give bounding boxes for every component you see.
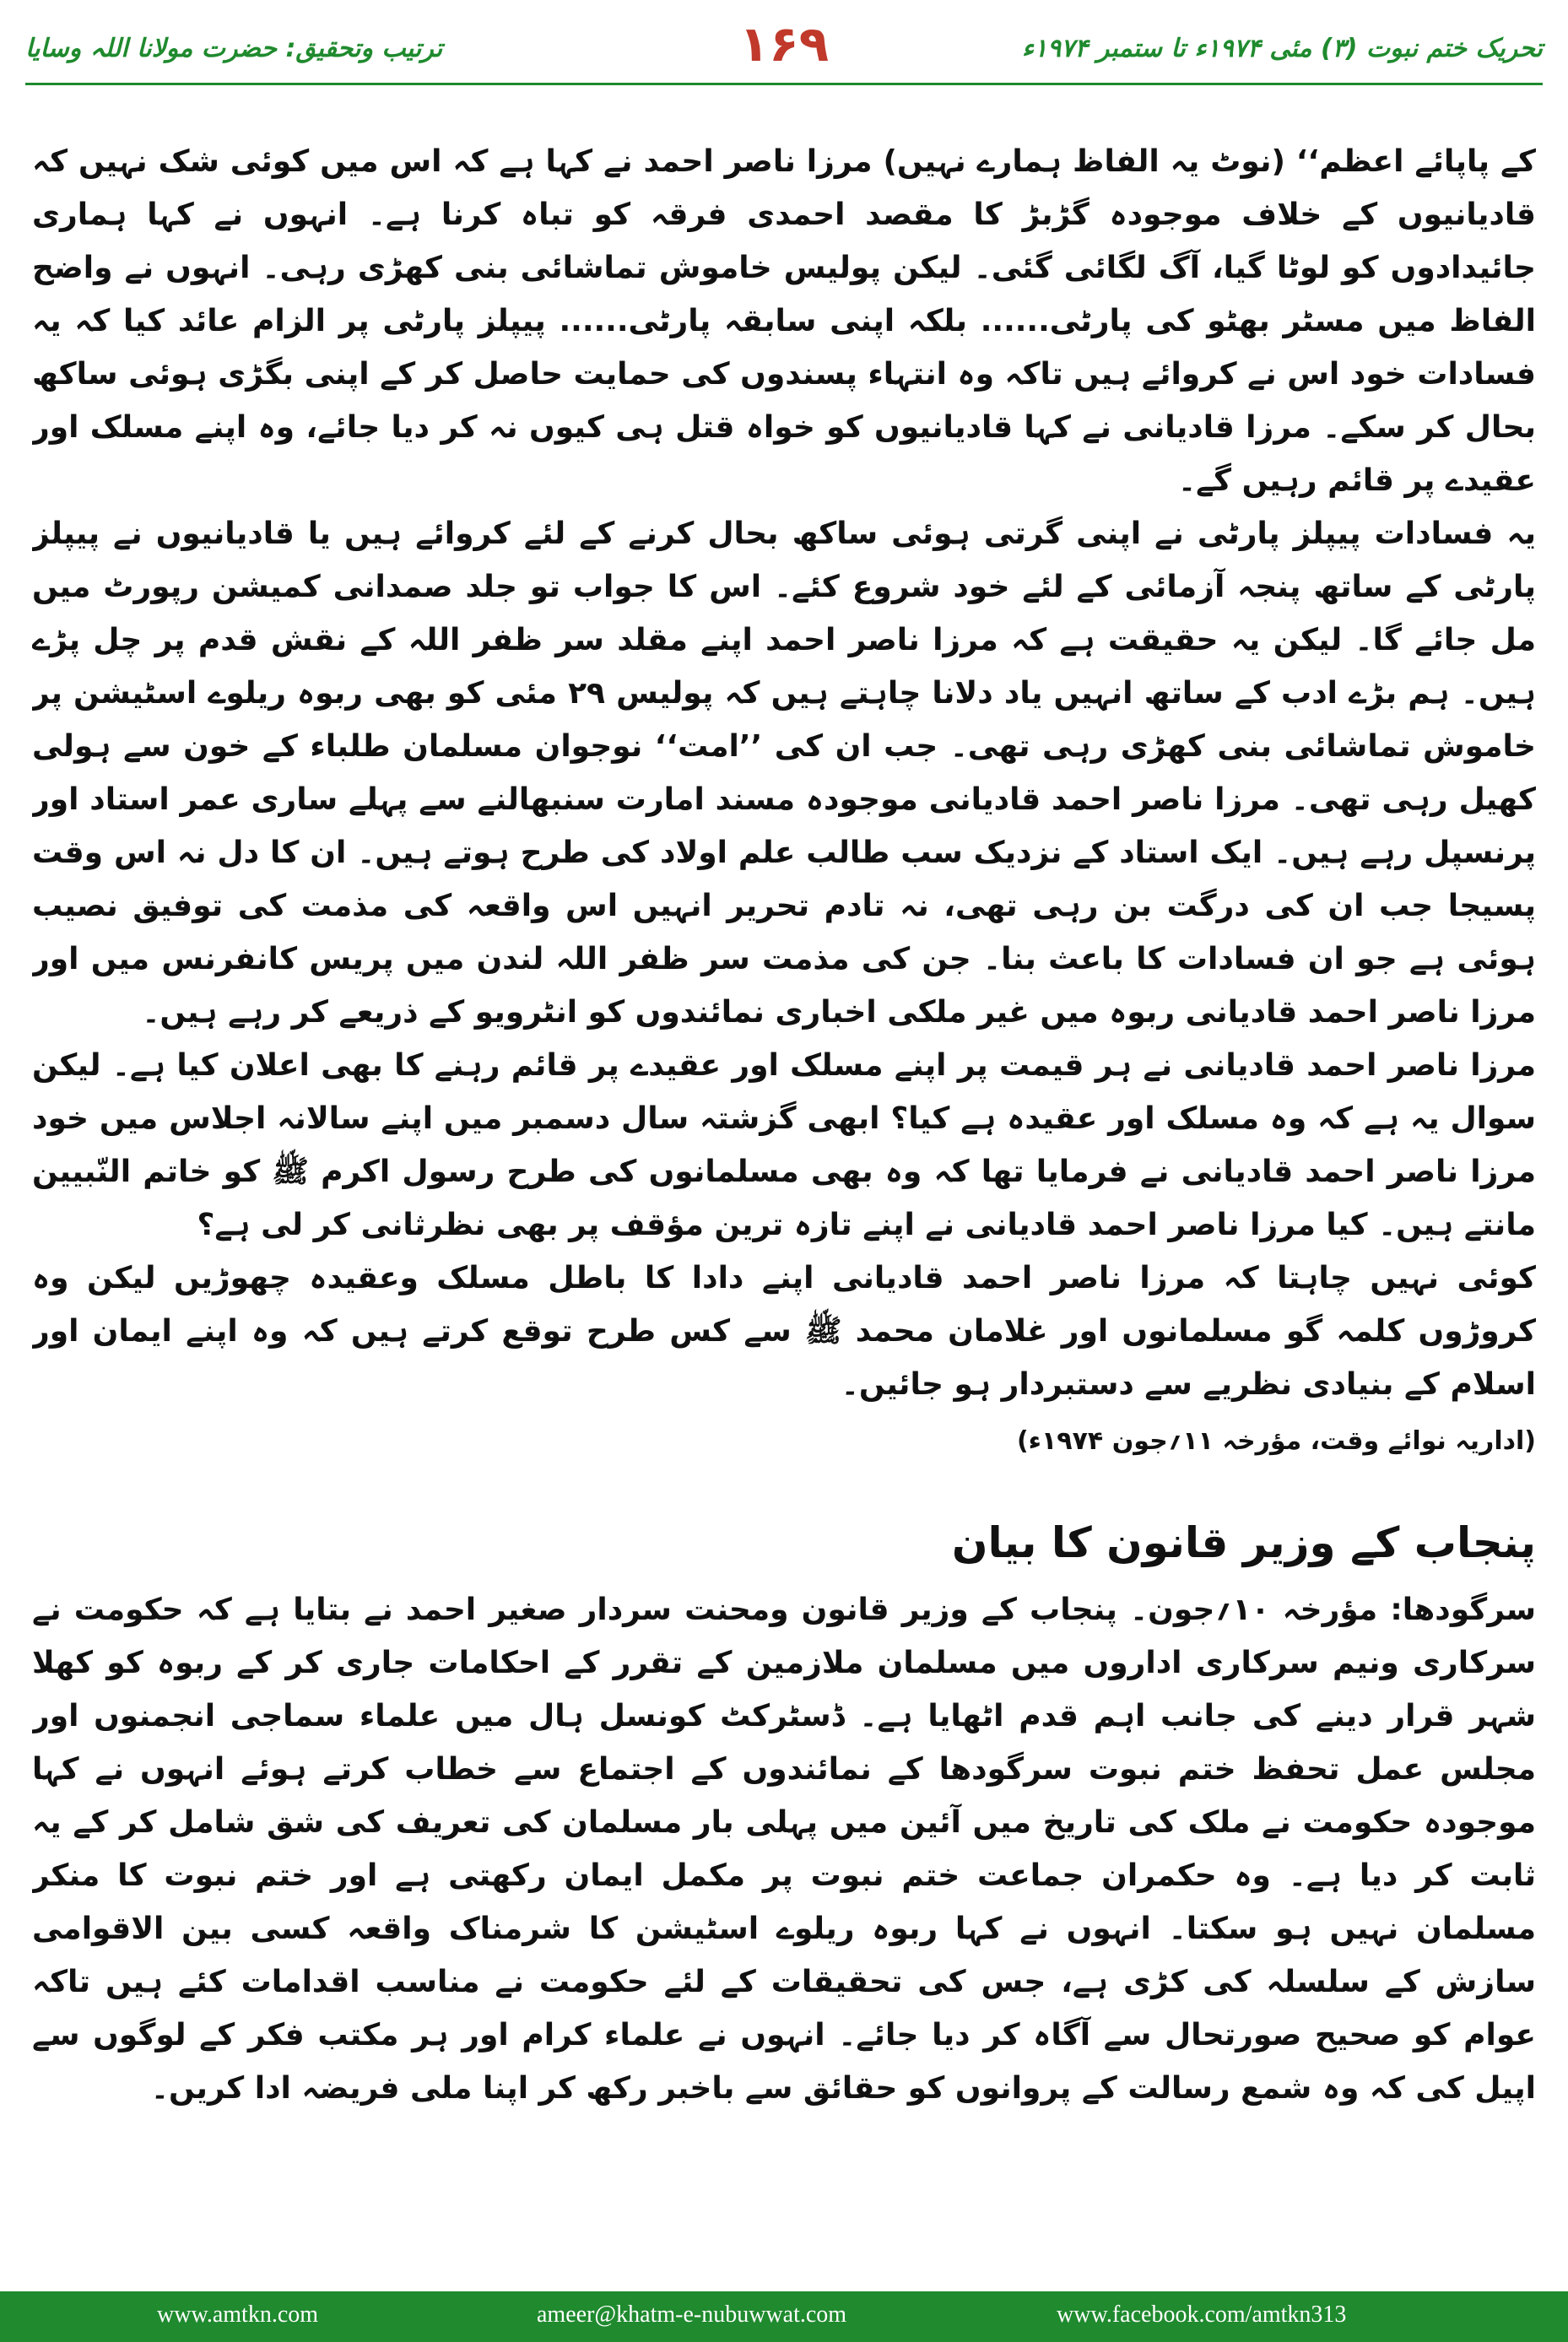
article-paragraph-4: کوئی نہیں چاہتا کہ مرزا ناصر احمد قادیانی اپنے دادا کا باطل مسلک وعقیدہ چھوڑیں لیکن وہ کروڑوں کلمہ گو مسلمانوں اور غلامان محمد ﷺ سے کس طرح توقع کرتے ہیں کہ وہ اپنے ایمان اور اسلام کے بنیادی نظریے سے دستبردار ہو جائیں۔: [32, 1261, 1536, 1402]
email-link[interactable]: ameer@khatm-e-nubuwwat.com: [537, 2301, 847, 2328]
section-heading: پنجاب کے وزیر قانون کا بیان: [951, 1518, 1536, 1567]
page-header: [25, 15, 1543, 83]
page-number: ۱۶۹: [738, 15, 830, 73]
compiler-credit: ترتیب وتحقیق: حضرت مولانا اللہ وسایا: [25, 34, 443, 63]
page-footer: [0, 2291, 1568, 2342]
section-paragraph-1: سرگودھا: مؤرخہ ۱۰؍جون۔ پنجاب کے وزیر قانون ومحنت سردار صغیر احمد نے بتایا ہے کہ حکومت نے سرکاری ونیم سرکاری اداروں میں مسلمان ملازمین کے تقرر کے احکامات جاری کر کے ربوہ کو کھلا شہر قرار دینے کی جانب اہم قدم اٹھایا ہے۔ ڈسٹرکٹ کونسل ہال میں علماء سماجی انجمنوں اور مجلس عمل تحفظ ختم نبوت سرگودھا کے نمائندوں کے اجتماع سے خطاب کرتے ہوئے انہوں نے کہا موجودہ حکومت نے ملک کی تاریخ میں آئین میں پہلی بار مسلمان کی تعریف کی شق شامل کر کے یہ ثابت کر دیا ہے۔ وہ حکمران جماعت ختم نبوت پر مکمل ایمان رکھتی ہے اور ختم نبوت کا منکر مسلمان نہیں ہو سکتا۔ انہوں نے کہا ربوہ ریلوے اسٹیشن کا شرمناک واقعہ کسی بین الاقوامی سازش کے سلسلہ کی کڑی ہے، جس کی تحقیقات کے لئے حکومت نے مناسب اقدامات کئے ہیں تاکہ عوام کو صحیح صورتحال سے آگاہ کر دیا جائے۔ انہوں نے علماء کرام اور ہر مکتب فکر کے لوگوں سے اپیل کی کہ وہ شمع رسالت کے پروانوں کو حقائق سے باخبر رکھ کر اپنا ملی فریضہ ادا کریں۔: [32, 1593, 1536, 2106]
facebook-link[interactable]: www.facebook.com/amtkn313: [1057, 2301, 1347, 2328]
article-source: (اداریہ نوائے وقت، مؤرخہ ۱۱؍جون ۱۹۷۴ء): [1016, 1426, 1536, 1456]
article-paragraph-2: یہ فسادات پیپلز پارٹی نے اپنی گرتی ہوئی ساکھ بحال کرنے کے لئے کروائے ہیں یا قادیانیوں نے پیپلز پارٹی کے ساتھ پنجہ آزمائی کے لئے خود شروع کئے۔ اس کا جواب تو جلد صمدانی کمیشن رپورٹ میں مل جائے گا۔ لیکن یہ حقیقت ہے کہ مرزا ناصر احمد اپنے مقلد سر ظفر اللہ کے نقش قدم پر چل پڑے ہیں۔ ہم بڑے ادب کے ساتھ انہیں یاد دلانا چاہتے ہیں کہ پولیس ۲۹ مئی کو بھی ربوہ ریلوے اسٹیشن پر خاموش تماشائی بنی کھڑی رہی تھی۔ جب ان کی ’’امت‘‘ نوجوان مسلمان طلباء کے خون سے ہولی کھیل رہی تھی۔ مرزا ناصر احمد قادیانی موجودہ مسند امارت سنبھالنے سے پہلے ساری عمر استاد اور پرنسپل رہے ہیں۔ ایک استاد کے نزدیک سب طالب علم اولاد کی طرح ہوتے ہیں۔ ان کا دل نہ اس وقت پسیجا جب ان کی درگت بن رہی تھی، نہ تادم تحریر انہیں اس واقعہ کی مذمت کی توفیق نصیب ہوئی ہے جو ان فسادات کا باعث بنا۔ جن کی مذمت سر ظفر اللہ لندن میں پریس کانفرنس میں اور مرزا ناصر احمد قادیانی ربوہ میں غیر ملکی اخباری نمائندوں کو انٹرویو کے ذریعے کر رہے ہیں۔: [32, 517, 1536, 1030]
page-content: [32, 135, 1536, 2270]
series-title: تحریک ختم نبوت (۳) مئی ۱۹۷۴ء تا ستمبر ۱۹۷۴ء: [1021, 34, 1543, 63]
article-paragraph-1: کے پاپائے اعظم‘‘ (نوٹ یہ الفاظ ہمارے نہیں) مرزا ناصر احمد نے کہا ہے کہ اس میں کوئی شک نہیں کہ قادیانیوں کے خلاف موجودہ گڑبڑ کا مقصد احمدی فرقہ کو تباہ کرنا ہے۔ انہوں نے کہا ہماری جائیدادوں کو لوٹا گیا، آگ لگائی گئی۔ لیکن پولیس خاموش تماشائی بنی کھڑی رہی۔ انہوں نے واضح الفاظ میں مسٹر بھٹو کی پارٹی...... بلکہ اپنی سابقہ پارٹی...... پیپلز پارٹی پر الزام عائد کیا کہ یہ فسادات خود اس نے کروائے ہیں تاکہ وہ انتہاء پسندوں کی حمایت حاصل کر کے اپنی بگڑی ہوئی ساکھ بحال کر سکے۔ مرزا قادیانی نے کہا قادیانیوں کو خواہ قتل ہی کیوں نہ کر دیا جائے، وہ اپنے مسلک اور عقیدے پر قائم رہیں گے۔: [32, 144, 1536, 498]
website-link[interactable]: www.amtkn.com: [157, 2301, 319, 2328]
header-divider: [25, 83, 1543, 85]
article-paragraph-3: مرزا ناصر احمد قادیانی نے ہر قیمت پر اپنے مسلک اور عقیدے پر قائم رہنے کا بھی اعلان کیا ہے۔ لیکن سوال یہ ہے کہ وہ مسلک اور عقیدہ ہے کیا؟ ابھی گزشتہ سال دسمبر میں اپنے سالانہ اجلاس میں خود مرزا ناصر احمد قادیانی نے فرمایا تھا کہ وہ بھی مسلمانوں کی طرح رسول اکرم ﷺ کو خاتم النّبیین مانتے ہیں۔ کیا مرزا ناصر احمد قادیانی نے اپنے تازہ ترین مؤقف پر بھی نظرثانی کر لی ہے؟: [32, 1048, 1536, 1242]
